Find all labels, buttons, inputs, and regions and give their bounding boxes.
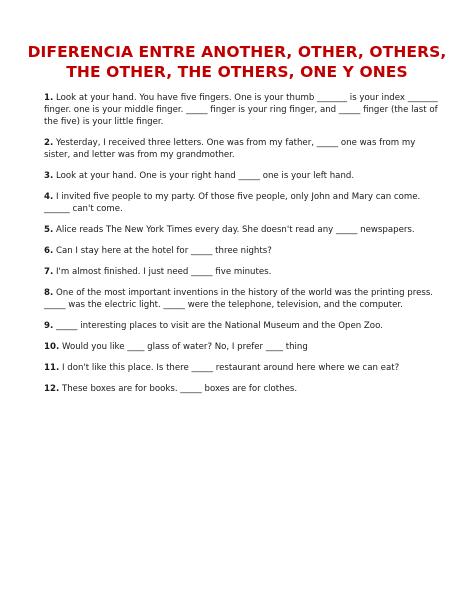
title-line-2: THE OTHER, THE OTHERS, ONE Y ONES (66, 63, 408, 81)
exercise-number: 10. (44, 342, 60, 352)
exercise-text: Look at your hand. You have five fingers. One is your thumb _______ is your index _______ finger. one is your middle finger. _____ finger is your ring finger, and _____ finger (the last of the five) is your little finger. (44, 93, 438, 127)
exercise-text: Can I stay here at the hotel for _____ three nights? (55, 246, 272, 256)
exercise-text: I'm almost finished. I just need _____ five minutes. (55, 267, 272, 277)
exercise-item-10 (44, 341, 444, 353)
exercise-item-1 (44, 92, 444, 128)
exercise-number: 1. (44, 93, 54, 103)
exercise-number: 5. (44, 225, 54, 235)
exercise-text: These boxes are for books. _____ boxes are for clothes. (61, 384, 298, 394)
document-title (20, 42, 454, 82)
exercise-item-2 (44, 137, 444, 161)
exercise-item-4 (44, 191, 444, 215)
exercise-item-11 (44, 362, 444, 374)
exercise-text: Look at your hand. One is your right hand _____ one is your left hand. (55, 171, 355, 181)
exercise-text: I invited five people to my party. Of those five people, only John and Mary can come. ______ can't come. (44, 192, 421, 214)
exercise-number: 3. (44, 171, 54, 181)
exercise-text: One of the most important inventions in the history of the world was the printing press. _____ was the electric light. _____ were the telephone, television, and the computer. (44, 288, 434, 310)
exercise-item-5 (44, 224, 444, 236)
exercise-item-6 (44, 245, 444, 257)
exercise-item-9 (44, 320, 444, 332)
exercise-list (44, 92, 444, 404)
exercise-number: 9. (44, 321, 54, 331)
exercise-item-8 (44, 287, 444, 311)
exercise-text: Alice reads The New York Times every day. She doesn't read any _____ newspapers. (55, 225, 415, 235)
exercise-text: Yesterday, I received three letters. One was from my father, _____ one was from my sister, and letter was from my grandmother. (44, 138, 416, 160)
exercise-number: 2. (44, 138, 54, 148)
exercise-number: 6. (44, 246, 54, 256)
title-line-1: DIFERENCIA ENTRE ANOTHER, OTHER, OTHERS, (27, 43, 447, 61)
exercise-item-7 (44, 266, 444, 278)
exercise-text: I don't like this place. Is there _____ restaurant around here where we can eat? (61, 363, 400, 373)
exercise-number: 7. (44, 267, 54, 277)
exercise-number: 11. (44, 363, 60, 373)
exercise-item-3 (44, 170, 444, 182)
exercise-text: Would you like ____ glass of water? No, I prefer ____ thing (61, 342, 308, 352)
exercise-item-12 (44, 383, 444, 395)
exercise-text: _____ interesting places to visit are the National Museum and the Open Zoo. (55, 321, 383, 331)
exercise-number: 12. (44, 384, 60, 394)
exercise-number: 8. (44, 288, 54, 298)
exercise-number: 4. (44, 192, 54, 202)
